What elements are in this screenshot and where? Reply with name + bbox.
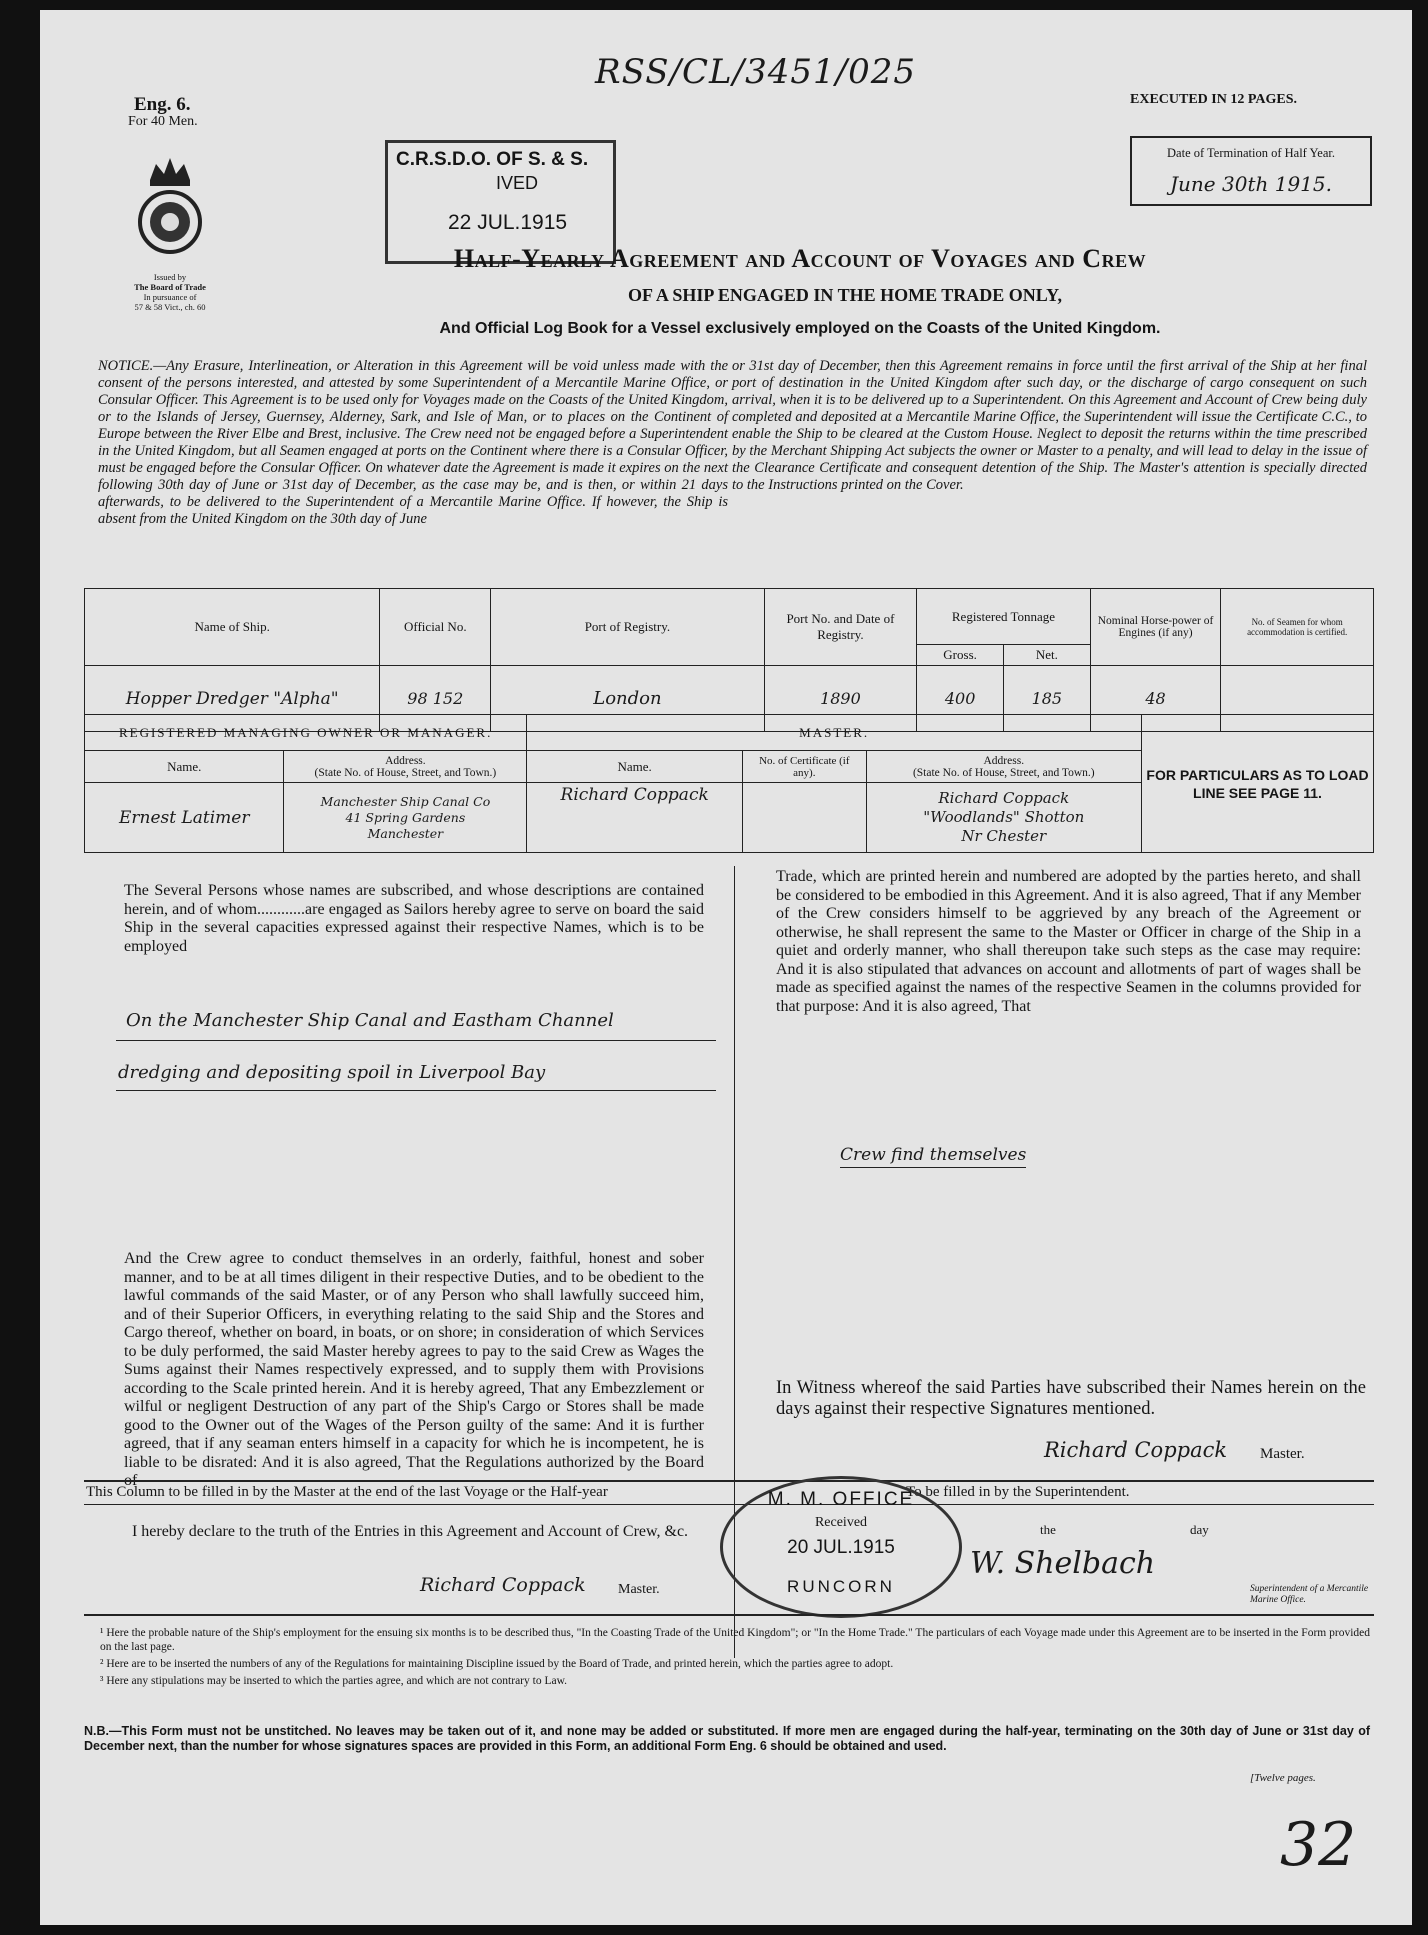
page-title: Half-Yearly Agreement and Account of Voyages and Crew xyxy=(453,244,1147,273)
gross-value: 400 xyxy=(917,666,1004,732)
ship-name-value: Hopper Dredger "Alpha" xyxy=(85,666,380,732)
page-number: 32 xyxy=(1280,1810,1357,1880)
master-header: MASTER. xyxy=(527,715,1142,751)
header-net: Net. xyxy=(1003,645,1090,666)
received-the: the xyxy=(1040,1522,1056,1537)
form-sub: For 40 Men. xyxy=(128,114,198,129)
header-ship-name: Name of Ship. xyxy=(85,589,380,666)
master-cert-label: No. of Certificate (if any). xyxy=(743,751,867,783)
header-port-no: Port No. and Date of Registry. xyxy=(764,589,917,666)
notice-right: or 31st day of December, then this Agreement remains in force until the first arrival of the Ship at her final port of destination in the United Kingdom after such day, or the discharge of cargo consequent on such arrival, when it is to be delivered up to a Superintendent. On this Agreement and Account of Crew being duly completed and deposited at a Mercantile Marine Office, the Superintendent will issue the Certificate C.C., to enable the Ship to be cleared at the Custom House. Neglect to deposit the returns within the time prescribed by the Merchant Shipping Act subjects the owner or Master to a penalty, and will lead to delay in the issue of the Clearance Certificate and consequent detention of the Ship. The Master's attention is specially directed to the Instructions printed on the Cover. xyxy=(732,358,1367,493)
notice-left: NOTICE.—Any Erasure, Interlineation, or Alteration in this Agreement will be void unless made with the consent of the persons interested, and attested by some Superintendent of a Mercantile Marine Office, or Consular Officer. This Agreement is to be used only for Voyages made on the Coasts of the United Kingdom, or to the Islands of Jersey, Guernsey, Alderney, Sark, and Isle of Man, or to places on the Continent of Europe between the River Elbe and Brest, inclusive. The Crew need not be engaged before a Superintendent in the United Kingdom, but all Seamen engaged at ports on the Continent where there is a Consular Officer, must be engaged before the Consular Officer. On whatever date the Agreement is made it expires on the next following 30th day of June or 31st day of December, as the case may be, and is then, or within 21 days afterwards, to be delivered to the Superintendent of a Mercantile Marine Office. If however, the Ship is absent from the United Kingdom on the 30th day of June xyxy=(98,358,728,527)
royal-crest-icon xyxy=(136,150,204,260)
footnote-1: ¹ Here the probable nature of the Ship's employment for the ensuing six months is to be described thus, "In the Coasting Trade of the United Kingdom"; or "In the Home Trade." The particulars of each Voyage made under this Agreement are to be inserted in the Form provided on the last page. xyxy=(100,1627,1370,1653)
header-tonnage: Registered Tonnage xyxy=(917,589,1090,645)
ship-details-table xyxy=(84,588,1374,732)
declaration-text: I hereby declare to the truth of the Entries in this Agreement and Account of Crew, &c. xyxy=(131,1523,689,1540)
owner-address-label: Address. (State No. of House, Street, and Town.) xyxy=(284,751,527,783)
header-port: Port of Registry. xyxy=(491,589,764,666)
superintendent-signature: W. Shelbach xyxy=(970,1546,1156,1581)
issued-by: Issued by The Board of Trade In pursuance of 57 & 58 Vict., ch. 60 xyxy=(134,272,206,312)
crew-agree-text: And the Crew agree to conduct themselves in an orderly, faithful, honest and sober manner, and to be at all times diligent in their respective Duties, and to be obedient to the lawful commands of the said Master, or of any Person who shall lawfully succeed him, and of their Superior Officers, in everything relating to the said Ship and the Stores and Cargo thereof, whether on board, in boats, or on shore; in consideration of which Services to be duly performed, the said Master hereby agrees to pay to the said Crew as Wages the Sums against their Names respectively expressed, and to supply them with Provisions according to the Scale printed herein. And it is hereby agreed, That any Embezzlement or wilful or negligent Destruction of any part of the Ship's Cargo or Stores shall be made good to the Owner out of the Wages of the Person guilty of the same: And it is further agreed, that if any seaman enters himself in a capacity for which he is incompetent, he is liable to be disrated: And it is also agreed, That the Regulations authorized by the Board of xyxy=(124,1250,704,1489)
header-seamen: No. of Seamen for whom accommodation is certified. xyxy=(1221,589,1374,666)
owner-master-table xyxy=(84,714,1374,853)
rule xyxy=(116,1090,716,1091)
header-gross: Gross. xyxy=(917,645,1004,666)
reference-number: RSS/CL/3451/025 xyxy=(595,52,916,92)
owner-name-value: Ernest Latimer xyxy=(85,783,284,853)
nb-note: N.B.—This Form must not be unstitched. No leaves may be taken out of it, and none may be added or substituted. If more men are engaged during the half-year, terminating on the 30th day of June or 31st day of December next, than the number for whose signatures spaces are provided in this Form, an additional Form Eng. 6 should be obtained and used. xyxy=(84,1724,1370,1753)
twelve-pages: [Twelve pages. xyxy=(1250,1772,1316,1784)
master-name-value: Richard Coppack xyxy=(527,783,743,853)
several-persons-text: The Several Persons whose names are subscribed, and whose descriptions are contained herein, and of whom............are engaged as Sailors hereby agree to serve on board the said Ship in the several capacities expressed against their respective Names, which is to be employed xyxy=(124,882,704,955)
witness-text: In Witness whereof the said Parties have subscribed their Names herein on the days against their respective Signatures mentioned. xyxy=(776,1378,1366,1419)
master-name-label: Name. xyxy=(527,751,743,783)
header-hp: Nominal Horse-power of Engines (if any) xyxy=(1090,589,1221,666)
official-no-value: 98 152 xyxy=(380,666,491,732)
footnote-2: ² Here are to be inserted the numbers of any of the Regulations for maintaining Discipline issued by the Board of Trade, and printed herein, which the parties agree to adopt. xyxy=(100,1658,894,1670)
master-signature: Richard Coppack xyxy=(1044,1438,1228,1462)
title-line-2: OF A SHIP ENGAGED IN THE HOME TRADE ONLY, xyxy=(628,285,1062,305)
owner-header: REGISTERED MANAGING OWNER OR MANAGER. xyxy=(85,715,527,751)
footnotes xyxy=(100,1626,1370,1688)
load-line-note: FOR PARTICULARS AS TO LOAD LINE SEE PAGE 11. xyxy=(1141,715,1373,853)
employment-line-1: On the Manchester Ship Canal and Eastham Channel xyxy=(126,1010,614,1031)
superintendent-column-note: To be filled in by the Superintendent. xyxy=(906,1484,1130,1500)
rule xyxy=(84,1614,1374,1616)
superintendent-label: Superintendent of a Mercantile Marine Office. xyxy=(1250,1584,1369,1605)
master-column-note: This Column to be filled in by the Master at the end of the last Voyage or the Half-year xyxy=(86,1484,608,1500)
crew-provisions-note: Crew find themselves xyxy=(840,1145,1026,1168)
net-value: 185 xyxy=(1003,666,1090,732)
declaration-master-label: Master. xyxy=(618,1582,660,1597)
master-cert-value xyxy=(743,783,867,853)
header-official-no: Official No. xyxy=(380,589,491,666)
master-address-label: Address. (State No. of House, Street, and Town.) xyxy=(866,751,1141,783)
footnote-3: ³ Here any stipulations may be inserted to which the parties agree, and which are not contrary to Law. xyxy=(100,1675,568,1687)
title-line-3: And Official Log Book for a Vessel exclusively employed on the Coasts of the United Kingdom. xyxy=(439,320,1161,337)
document-page xyxy=(40,10,1412,1925)
received-stamp: C.R.S.D.O. OF S. & S. IVED 22 JUL.1915 xyxy=(385,140,616,264)
port-value: London xyxy=(491,666,764,732)
executed-pages: EXECUTED IN 12 PAGES. xyxy=(1130,92,1297,107)
mm-office-stamp: M. M. OFFICE Received 20 JUL.1915 RUNCORN xyxy=(720,1476,962,1618)
form-id: Eng. 6. xyxy=(134,94,191,115)
master-label: Master. xyxy=(1260,1446,1305,1462)
owner-address-value: Manchester Ship Canal Co 41 Spring Gardens Manchester xyxy=(284,783,527,853)
owner-name-label: Name. xyxy=(85,751,284,783)
trade-agreement-text: Trade, which are printed herein and numbered are adopted by the parties hereto, and shall be considered to be embodied in this Agreement. And it is also agreed, That if any Member of the Crew considers himself to be aggrieved by any breach of the Agreement or otherwise, he shall represent the same to the Master or Officer in charge of the Ship in a quiet and orderly manner, who shall thereupon take such steps as the case may require: And it is also stipulated that advances on account and allotments of part of wages shall be made as specified against the names of the respective Seamen in the columns provided for that purpose: And it is also agreed, That xyxy=(776,868,1361,1015)
declaration-signature: Richard Coppack xyxy=(420,1574,586,1596)
rule xyxy=(116,1040,716,1041)
port-no-value: 1890 xyxy=(764,666,917,732)
hp-value: 48 xyxy=(1090,666,1221,732)
employment-line-2: dredging and depositing spoil in Liverpool Bay xyxy=(118,1062,546,1083)
termination-box: Date of Termination of Half Year. June 30th 1915. xyxy=(1130,136,1372,206)
master-address-value: Richard Coppack "Woodlands" Shotton Nr Chester xyxy=(866,783,1141,853)
rule xyxy=(84,1480,1374,1482)
received-day: day xyxy=(1190,1522,1209,1537)
